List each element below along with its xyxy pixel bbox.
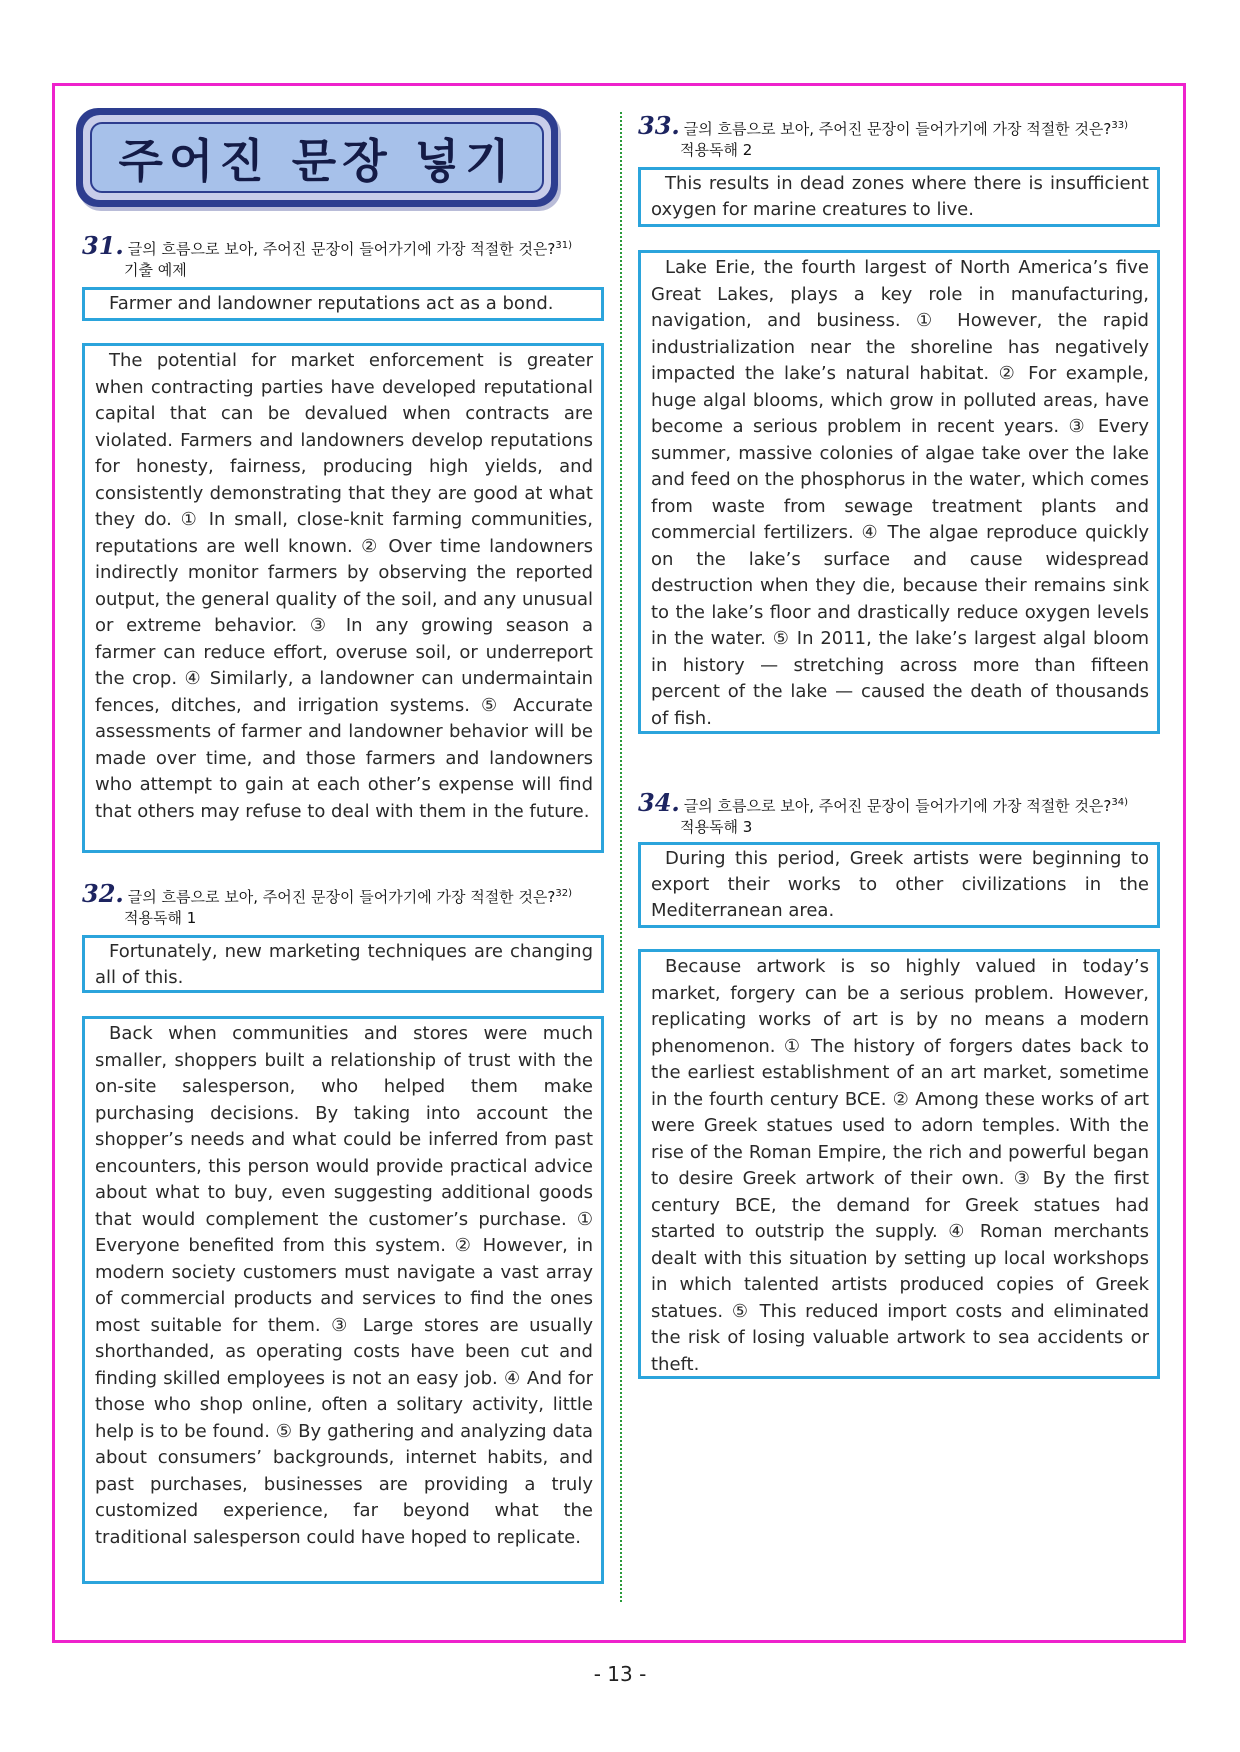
passage-text: The potential for market enforcement is greater when contracting parties have developed reputational capital that can be devalued when contracts are violated. Farmers and landowners develop reputations for honesty, fairness, producing high yields, and consistently demonstrating that they are good at what they do. ① In small, close-knit farming communities, reputations are well known. ② Over time landowners indirectly monitor farmers by observing the reported output, the general quality of the soil, and any unusual or extreme behavior. ③ In any growing season a farmer can reduce effort, overuse soil, or underreport the crop. ④ Similarly, a landowner can undermaintain fences, ditches, and irrigation systems. ⑤ Accurate assessments of farmer and landowner behavior will be made over time, and those farmers and landowners who attempt to gain at each other’s expense will find that others may refuse to deal with them in the future. [95,350,593,822]
question-32-header [82,879,602,929]
question-source: 적용독해 1 [124,909,197,927]
question-32-passage [82,1016,604,1584]
question-34-header [638,788,1168,838]
footnote-marker: 31) [555,240,573,251]
question-prompt: 글의 흐름으로 보아, 주어진 문장이 들어가기에 가장 적절한 것은? [127,888,556,906]
footnote-marker: 33) [1111,120,1129,131]
question-number: 33. [638,111,680,140]
question-33-passage [638,250,1160,734]
footnote-marker: 34) [1111,797,1129,808]
question-31-given-sentence [82,287,604,321]
question-source: 기출 예제 [124,261,187,279]
question-33-given-sentence [638,167,1160,227]
given-sentence-text: Farmer and landowner reputations act as a bond. [109,293,554,314]
given-sentence-text: This results in dead zones where there is insufficient oxygen for marine creatures to live. [651,173,1149,220]
page-number: - 13 - [593,1662,647,1686]
column-divider [620,112,622,1602]
question-31-passage [82,343,604,853]
passage-text: Lake Erie, the fourth largest of North America’s five Great Lakes, plays a key role in manufacturing, navigation, and business. ① However, the rapid industrialization near the shoreline has negatively impacted the lake’s natural habitat. ② For example, huge algal blooms, which grow in polluted areas, have become a serious problem in recent years. ③ Every summer, massive colonies of algae take over the lake and feed on the phosphorus in the water, which comes from waste from sewage treatment plants and commercial fertilizers. ④ The algae reproduce quickly on the lake’s surface and cause widespread destruction when they die, because their remains sink to the lake’s floor and drastically reduce oxygen levels in the water. ⑤ In 2011, the lake’s largest algal bloom in history — stretching across more than fifteen percent of the lake — caused the death of thousands of fish. [651,257,1149,729]
footnote-marker: 32) [555,888,573,899]
question-prompt: 글의 흐름으로 보아, 주어진 문장이 들어가기에 가장 적절한 것은? [127,240,556,258]
question-number: 34. [638,788,680,817]
question-34-passage [638,949,1160,1379]
question-number: 32. [82,879,124,908]
passage-text: Back when communities and stores were much smaller, shoppers built a relationship of trust with the on-site salesperson, who helped them make purchasing decisions. By taking into account the shopper’s needs and what could be inferred from past encounters, this person would provide practical advice about what to buy, even suggesting additional goods that would complement the customer’s purchase. ① Everyone benefited from this system. ② However, in modern society customers must navigate a vast array of commercial products and services to find the ones most suitable for them. ③ Large stores are usually shorthanded, as operating costs have been cut and finding skilled employees is not an easy job. ④ And for those who shop online, often a solitary activity, little help is to be found. ⑤ By gathering and analyzing data about consumers’ backgrounds, internet habits, and past purchases, businesses are providing a truly customized experience, far beyond what the traditional salesperson could have hoped to replicate. [95,1023,593,1548]
given-sentence-text: During this period, Greek artists were beginning to export their works to other civilizations in the Mediterranean area. [651,848,1149,921]
question-source: 적용독해 2 [680,141,753,159]
question-prompt: 글의 흐름으로 보아, 주어진 문장이 들어가기에 가장 적절한 것은? [683,120,1112,138]
given-sentence-text: Fortunately, new marketing techniques are changing all of this. [95,941,593,988]
question-number: 31. [82,231,124,260]
section-title-banner [76,108,558,207]
section-title: 주어진 문장 넣기 [90,122,544,193]
question-31-header [82,231,602,281]
question-33-header [638,111,1168,161]
passage-text: Because artwork is so highly valued in today’s market, forgery can be a serious problem. However, replicating works of art is by no means a modern phenomenon. ① The history of forgers dates back to the earliest establishment of an art market, sometime in the fourth century BCE. ② Among these works of art were Greek statues used to adorn temples. With the rise of the Roman Empire, the rich and powerful began to desire Greek artwork of their own. ③ By the first century BCE, the demand for Greek statues had started to outstrip the supply. ④ Roman merchants dealt with this situation by setting up local workshops in which talented artists produced copies of Greek statues. ⑤ This reduced import costs and eliminated the risk of losing valuable artwork to sea accidents or theft. [651,956,1149,1375]
question-prompt: 글의 흐름으로 보아, 주어진 문장이 들어가기에 가장 적절한 것은? [683,797,1112,815]
title-banner-frame [83,115,551,200]
question-source: 적용독해 3 [680,818,753,836]
question-32-given-sentence [82,935,604,993]
question-34-given-sentence [638,842,1160,928]
